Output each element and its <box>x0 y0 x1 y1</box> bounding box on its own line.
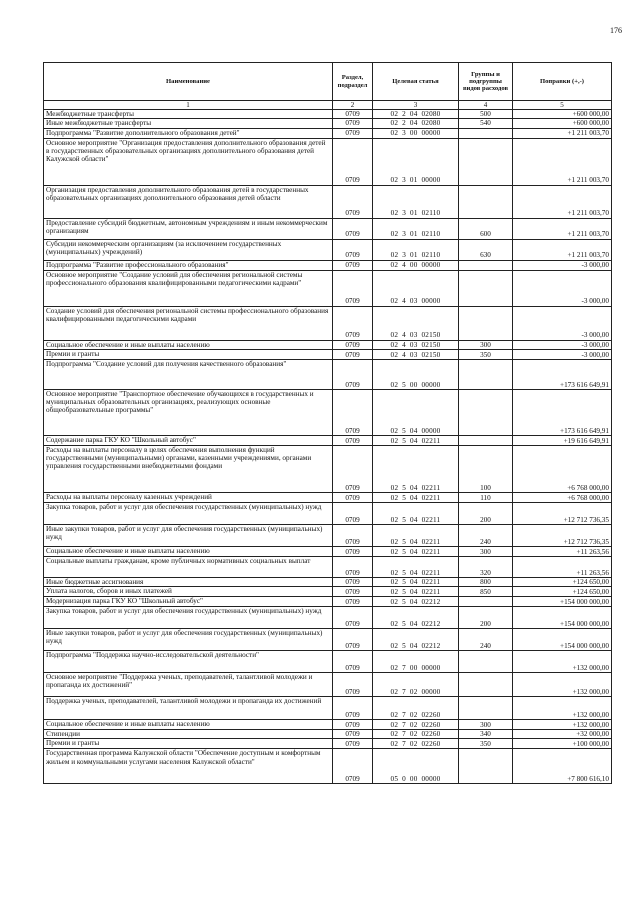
row-section-cell: 0709 <box>333 597 373 607</box>
row-group-cell <box>459 260 513 270</box>
row-target-cell: 02 5 04 02212 <box>373 597 459 607</box>
row-target-cell: 02 3 00 00000 <box>373 128 459 138</box>
row-group-cell <box>459 435 513 445</box>
table-row <box>44 577 612 586</box>
row-name-cell: Стипендии <box>44 730 333 739</box>
row-target-cell: 02 5 04 02211 <box>373 502 459 524</box>
row-name-cell: Премии и гранты <box>44 349 333 359</box>
row-name-cell: Предоставление субсидий бюджетным, автономным учреждениям и иным некоммерческим организациям <box>44 218 333 239</box>
row-group-cell <box>459 597 513 607</box>
row-amount-cell: +12 712 736,35 <box>513 524 612 546</box>
row-target-cell: 02 5 04 02211 <box>373 556 459 577</box>
row-target-cell: 02 3 01 02110 <box>373 185 459 218</box>
row-amount-cell: +7 800 616,10 <box>513 749 612 784</box>
table-row <box>44 445 612 492</box>
row-name-cell: Социальное обеспечение и иные выплаты населению <box>44 546 333 556</box>
row-section-cell: 0709 <box>333 359 373 389</box>
row-name-cell: Подпрограмма "Поддержка научно-исследовательской деятельности" <box>44 651 333 673</box>
row-group-cell: 100 <box>459 445 513 492</box>
row-section-cell: 0709 <box>333 435 373 445</box>
row-name-cell: Содержание парка ГКУ КО "Школьный автобус" <box>44 435 333 445</box>
table-body <box>44 110 612 784</box>
row-section-cell: 0709 <box>333 577 373 586</box>
table-row <box>44 239 612 260</box>
row-target-cell: 02 5 04 02211 <box>373 435 459 445</box>
row-group-cell: 540 <box>459 119 513 128</box>
row-name-cell: Поддержка ученых, преподавателей, талантливой молодежи и пропаганда их достижений <box>44 697 333 720</box>
row-amount-cell: +1 211 003,70 <box>513 218 612 239</box>
row-amount-cell: +124 650,00 <box>513 577 612 586</box>
row-name-cell: Социальные выплаты гражданам, кроме публичных нормативных социальных выплат <box>44 556 333 577</box>
column-number-row <box>44 101 612 110</box>
row-section-cell: 0709 <box>333 138 373 185</box>
row-group-cell: 300 <box>459 340 513 349</box>
row-group-cell <box>459 673 513 697</box>
row-name-cell: Иные межбюджетные трансферты <box>44 119 333 128</box>
row-group-cell: 200 <box>459 502 513 524</box>
row-amount-cell: +132 000,00 <box>513 697 612 720</box>
row-name-cell: Социальное обеспечение и иные выплаты населению <box>44 340 333 349</box>
table-row <box>44 260 612 270</box>
header-row <box>44 63 612 101</box>
row-group-cell: 350 <box>459 739 513 749</box>
row-section-cell: 0709 <box>333 218 373 239</box>
row-amount-cell: +12 712 736,35 <box>513 502 612 524</box>
row-target-cell: 02 4 03 02150 <box>373 340 459 349</box>
row-amount-cell: +173 616 649,91 <box>513 359 612 389</box>
row-target-cell: 02 3 01 00000 <box>373 138 459 185</box>
row-name-cell: Расходы на выплаты персоналу казенных учреждений <box>44 492 333 502</box>
row-name-cell: Государственная программа Калужской области "Обеспечение доступным и комфортным жильем и коммунальными услугами населения Калужской области" <box>44 749 333 784</box>
row-group-cell: 240 <box>459 524 513 546</box>
row-name-cell: Иные бюджетные ассигнования <box>44 577 333 586</box>
column-number: 2 <box>333 101 373 110</box>
table-row <box>44 697 612 720</box>
column-number: 3 <box>373 101 459 110</box>
row-target-cell: 02 5 04 02212 <box>373 629 459 651</box>
row-name-cell: Подпрограмма "Развитие профессионального образования" <box>44 260 333 270</box>
row-group-cell <box>459 185 513 218</box>
table-row <box>44 185 612 218</box>
row-name-cell: Социальное обеспечение и иные выплаты населению <box>44 720 333 730</box>
row-target-cell: 02 4 03 02150 <box>373 349 459 359</box>
row-amount-cell: +124 650,00 <box>513 587 612 597</box>
row-section-cell: 0709 <box>333 730 373 739</box>
row-name-cell: Основное мероприятие "Поддержка ученых, преподавателей, талантливой молодежи и пропаганда их достижений" <box>44 673 333 697</box>
row-amount-cell: +132 000,00 <box>513 720 612 730</box>
row-name-cell: Уплата налогов, сборов и иных платежей <box>44 587 333 597</box>
row-amount-cell: +600 000,00 <box>513 110 612 119</box>
table-row <box>44 749 612 784</box>
row-section-cell: 0709 <box>333 492 373 502</box>
row-group-cell <box>459 749 513 784</box>
row-amount-cell: +100 000,00 <box>513 739 612 749</box>
row-target-cell: 02 5 04 02211 <box>373 445 459 492</box>
row-name-cell: Субсидии некоммерческим организациям (за исключением государственных (муниципальных) учреждений) <box>44 239 333 260</box>
row-section-cell: 0709 <box>333 546 373 556</box>
row-amount-cell: +132 000,00 <box>513 651 612 673</box>
row-section-cell: 0709 <box>333 260 373 270</box>
row-group-cell: 500 <box>459 110 513 119</box>
row-name-cell: Основное мероприятие "Создание условий для обеспечения региональной системы профессионального образования квалифицированными педагогическими кадрами" <box>44 270 333 306</box>
header-target: Целевая статья <box>373 63 459 101</box>
row-amount-cell: +11 263,56 <box>513 556 612 577</box>
row-target-cell: 02 7 02 02260 <box>373 730 459 739</box>
row-target-cell: 02 5 04 02211 <box>373 524 459 546</box>
row-section-cell: 0709 <box>333 340 373 349</box>
table-row <box>44 270 612 306</box>
row-amount-cell: +1 211 003,70 <box>513 239 612 260</box>
table-row <box>44 138 612 185</box>
header-section: Раздел, подраздел <box>333 63 373 101</box>
row-target-cell: 02 2 04 02080 <box>373 119 459 128</box>
row-name-cell: Расходы на выплаты персоналу в целях обеспечения выполнения функций государственными (муниципальными) органами, казенными учреждениями, органами управления государственными внебюджетными фондами <box>44 445 333 492</box>
row-group-cell: 240 <box>459 629 513 651</box>
row-section-cell: 0709 <box>333 651 373 673</box>
row-amount-cell: -3 000,00 <box>513 340 612 349</box>
table-row <box>44 349 612 359</box>
column-number: 4 <box>459 101 513 110</box>
row-amount-cell: +154 000 000,00 <box>513 607 612 629</box>
row-amount-cell: -3 000,00 <box>513 306 612 340</box>
table-row <box>44 340 612 349</box>
row-section-cell: 0709 <box>333 239 373 260</box>
row-section-cell: 0709 <box>333 556 373 577</box>
row-target-cell: 02 7 00 00000 <box>373 651 459 673</box>
row-section-cell: 0709 <box>333 739 373 749</box>
row-amount-cell: -3 000,00 <box>513 260 612 270</box>
row-target-cell: 02 7 02 00000 <box>373 673 459 697</box>
row-group-cell <box>459 128 513 138</box>
row-section-cell: 0709 <box>333 445 373 492</box>
row-amount-cell: +1 211 003,70 <box>513 128 612 138</box>
row-target-cell: 02 5 04 02212 <box>373 607 459 629</box>
table-row <box>44 607 612 629</box>
row-group-cell: 110 <box>459 492 513 502</box>
header-amount: Поправки (+,-) <box>513 63 612 101</box>
row-amount-cell: +6 768 000,00 <box>513 492 612 502</box>
row-target-cell: 02 4 03 00000 <box>373 270 459 306</box>
table-row <box>44 651 612 673</box>
column-number: 1 <box>44 101 333 110</box>
row-name-cell: Закупка товаров, работ и услуг для обеспечения государственных (муниципальных) нужд <box>44 607 333 629</box>
row-amount-cell: +1 211 003,70 <box>513 185 612 218</box>
table-row <box>44 119 612 128</box>
row-group-cell: 630 <box>459 239 513 260</box>
row-name-cell: Иные закупки товаров, работ и услуг для обеспечения государственных (муниципальных) нужд <box>44 524 333 546</box>
row-section-cell: 0709 <box>333 349 373 359</box>
table-row <box>44 502 612 524</box>
row-group-cell: 300 <box>459 546 513 556</box>
row-target-cell: 02 3 01 02110 <box>373 218 459 239</box>
table-row <box>44 359 612 389</box>
row-section-cell: 0709 <box>333 110 373 119</box>
row-group-cell <box>459 697 513 720</box>
row-section-cell: 0709 <box>333 306 373 340</box>
table-row <box>44 128 612 138</box>
row-target-cell: 05 0 00 00000 <box>373 749 459 784</box>
row-section-cell: 0709 <box>333 629 373 651</box>
row-name-cell: Создание условий для обеспечения региональной системы профессионального образования квалифицированными педагогическими кадрами <box>44 306 333 340</box>
row-name-cell: Основное мероприятие "Транспортное обеспечение обучающихся в государственных и муниципальных образовательных организациях, реализующих основные общеобразовательные программы" <box>44 389 333 435</box>
row-amount-cell: +154 000 000,00 <box>513 629 612 651</box>
row-amount-cell: +1 211 003,70 <box>513 138 612 185</box>
row-section-cell: 0709 <box>333 587 373 597</box>
budget-amendments-table <box>43 62 612 784</box>
row-name-cell: Организация предоставления дополнительного образования детей в государственных образовательных организациях дополнительного образования детей области <box>44 185 333 218</box>
row-name-cell: Основное мероприятие "Организация предоставления дополнительного образования детей в государственных образовательных организациях дополнительного образования детей Калужской области" <box>44 138 333 185</box>
row-section-cell: 0709 <box>333 119 373 128</box>
row-target-cell: 02 4 00 00000 <box>373 260 459 270</box>
row-name-cell: Премии и гранты <box>44 739 333 749</box>
row-target-cell: 02 7 02 02260 <box>373 697 459 720</box>
row-group-cell <box>459 270 513 306</box>
row-section-cell: 0709 <box>333 673 373 697</box>
row-target-cell: 02 5 04 02211 <box>373 587 459 597</box>
table-row <box>44 435 612 445</box>
table-row <box>44 110 612 119</box>
row-group-cell <box>459 651 513 673</box>
row-section-cell: 0709 <box>333 389 373 435</box>
row-amount-cell: +19 616 649,91 <box>513 435 612 445</box>
row-section-cell: 0709 <box>333 749 373 784</box>
row-amount-cell: +173 616 649,91 <box>513 389 612 435</box>
row-amount-cell: +6 768 000,00 <box>513 445 612 492</box>
row-group-cell: 340 <box>459 730 513 739</box>
row-group-cell <box>459 359 513 389</box>
table-row <box>44 556 612 577</box>
row-group-cell: 800 <box>459 577 513 586</box>
row-section-cell: 0709 <box>333 185 373 218</box>
row-amount-cell: +132 000,00 <box>513 673 612 697</box>
table-row <box>44 597 612 607</box>
row-section-cell: 0709 <box>333 270 373 306</box>
row-amount-cell: +11 263,56 <box>513 546 612 556</box>
row-section-cell: 0709 <box>333 128 373 138</box>
row-target-cell: 02 7 02 02260 <box>373 739 459 749</box>
row-group-cell <box>459 306 513 340</box>
row-section-cell: 0709 <box>333 524 373 546</box>
row-group-cell: 300 <box>459 720 513 730</box>
table-row <box>44 546 612 556</box>
row-group-cell: 600 <box>459 218 513 239</box>
row-target-cell: 02 5 04 02211 <box>373 492 459 502</box>
row-target-cell: 02 4 03 02150 <box>373 306 459 340</box>
row-group-cell: 850 <box>459 587 513 597</box>
table-row <box>44 739 612 749</box>
table-row <box>44 673 612 697</box>
row-target-cell: 02 5 04 02211 <box>373 577 459 586</box>
table-row <box>44 629 612 651</box>
row-group-cell: 200 <box>459 607 513 629</box>
header-group: Группы и подгруппы видов расходов <box>459 63 513 101</box>
header-name: Наименование <box>44 63 333 101</box>
row-amount-cell: +154 000 000,00 <box>513 597 612 607</box>
row-target-cell: 02 5 04 02211 <box>373 546 459 556</box>
row-target-cell: 02 5 00 00000 <box>373 359 459 389</box>
row-target-cell: 02 7 02 02260 <box>373 720 459 730</box>
row-name-cell: Подпрограмма "Создание условий для получения качественного образования" <box>44 359 333 389</box>
row-section-cell: 0709 <box>333 502 373 524</box>
table-row <box>44 306 612 340</box>
row-target-cell: 02 3 01 02110 <box>373 239 459 260</box>
row-target-cell: 02 2 04 02080 <box>373 110 459 119</box>
table-row <box>44 492 612 502</box>
row-name-cell: Закупка товаров, работ и услуг для обеспечения государственных (муниципальных) нужд <box>44 502 333 524</box>
row-amount-cell: -3 000,00 <box>513 270 612 306</box>
column-number: 5 <box>513 101 612 110</box>
row-amount-cell: +600 000,00 <box>513 119 612 128</box>
row-section-cell: 0709 <box>333 697 373 720</box>
row-target-cell: 02 5 04 00000 <box>373 389 459 435</box>
row-name-cell: Подпрограмма "Развитие дополнительного образования детей" <box>44 128 333 138</box>
row-group-cell <box>459 389 513 435</box>
row-amount-cell: -3 000,00 <box>513 349 612 359</box>
row-name-cell: Модернизация парка ГКУ КО "Школьный автобус" <box>44 597 333 607</box>
row-group-cell: 320 <box>459 556 513 577</box>
row-name-cell: Межбюджетные трансферты <box>44 110 333 119</box>
table-row <box>44 524 612 546</box>
table-row <box>44 720 612 730</box>
row-name-cell: Иные закупки товаров, работ и услуг для обеспечения государственных (муниципальных) нужд <box>44 629 333 651</box>
row-amount-cell: +32 000,00 <box>513 730 612 739</box>
row-section-cell: 0709 <box>333 607 373 629</box>
row-group-cell <box>459 138 513 185</box>
page-number: 176 <box>610 26 622 35</box>
table-row <box>44 218 612 239</box>
table-row <box>44 389 612 435</box>
row-group-cell: 350 <box>459 349 513 359</box>
table-row <box>44 587 612 597</box>
row-section-cell: 0709 <box>333 720 373 730</box>
table-row <box>44 730 612 739</box>
